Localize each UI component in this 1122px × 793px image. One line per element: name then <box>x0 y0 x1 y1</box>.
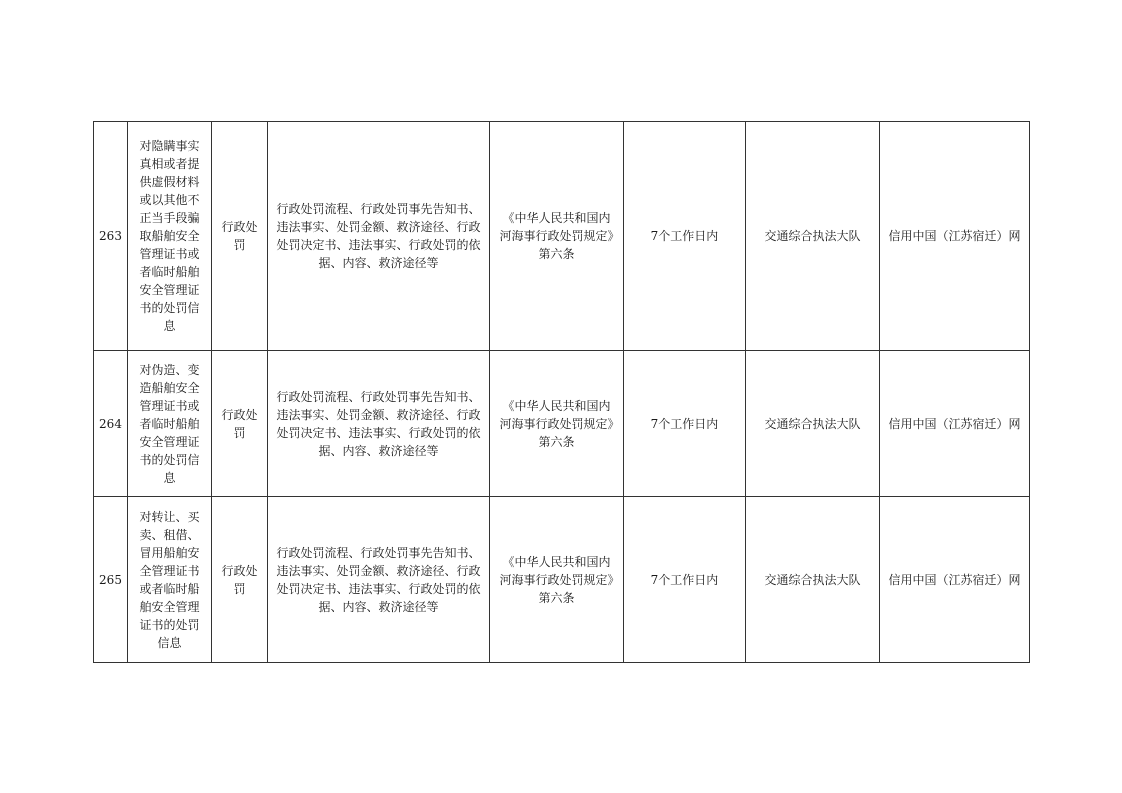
table-row <box>94 497 1030 663</box>
responsible-dept: 交通综合执法大队 <box>746 122 880 351</box>
disclosure-table <box>93 121 1030 663</box>
legal-basis: 《中华人民共和国内河海事行政处罚规定》第六条 <box>490 497 624 663</box>
disclosure-channel: 信用中国（江苏宿迁）网 <box>880 351 1030 497</box>
time-limit: 7个工作日内 <box>624 351 746 497</box>
row-number: 264 <box>94 351 128 497</box>
item-type: 行政处罚 <box>212 122 268 351</box>
disclosure-content: 行政处罚流程、行政处罚事先告知书、违法事实、处罚金额、救济途径、行政处罚决定书、违法事实、行政处罚的依据、内容、救济途径等 <box>268 351 490 497</box>
legal-basis: 《中华人民共和国内河海事行政处罚规定》第六条 <box>490 122 624 351</box>
row-number: 263 <box>94 122 128 351</box>
time-limit: 7个工作日内 <box>624 497 746 663</box>
disclosure-channel: 信用中国（江苏宿迁）网 <box>880 122 1030 351</box>
row-number: 265 <box>94 497 128 663</box>
item-type: 行政处罚 <box>212 497 268 663</box>
item-subject: 对伪造、变造船舶安全管理证书或者临时船舶安全管理证书的处罚信息 <box>128 351 212 497</box>
item-subject: 对隐瞒事实真相或者提供虚假材料或以其他不正当手段骗取船舶安全管理证书或者临时船舶安全管理证书的处罚信息 <box>128 122 212 351</box>
legal-basis: 《中华人民共和国内河海事行政处罚规定》第六条 <box>490 351 624 497</box>
item-type: 行政处罚 <box>212 351 268 497</box>
disclosure-content: 行政处罚流程、行政处罚事先告知书、违法事实、处罚金额、救济途径、行政处罚决定书、违法事实、行政处罚的依据、内容、救济途径等 <box>268 497 490 663</box>
responsible-dept: 交通综合执法大队 <box>746 497 880 663</box>
disclosure-channel: 信用中国（江苏宿迁）网 <box>880 497 1030 663</box>
item-subject: 对转让、买卖、租借、冒用船舶安全管理证书或者临时船舶安全管理证书的处罚信息 <box>128 497 212 663</box>
time-limit: 7个工作日内 <box>624 122 746 351</box>
responsible-dept: 交通综合执法大队 <box>746 351 880 497</box>
table-row <box>94 351 1030 497</box>
disclosure-content: 行政处罚流程、行政处罚事先告知书、违法事实、处罚金额、救济途径、行政处罚决定书、违法事实、行政处罚的依据、内容、救济途径等 <box>268 122 490 351</box>
table-row <box>94 122 1030 351</box>
